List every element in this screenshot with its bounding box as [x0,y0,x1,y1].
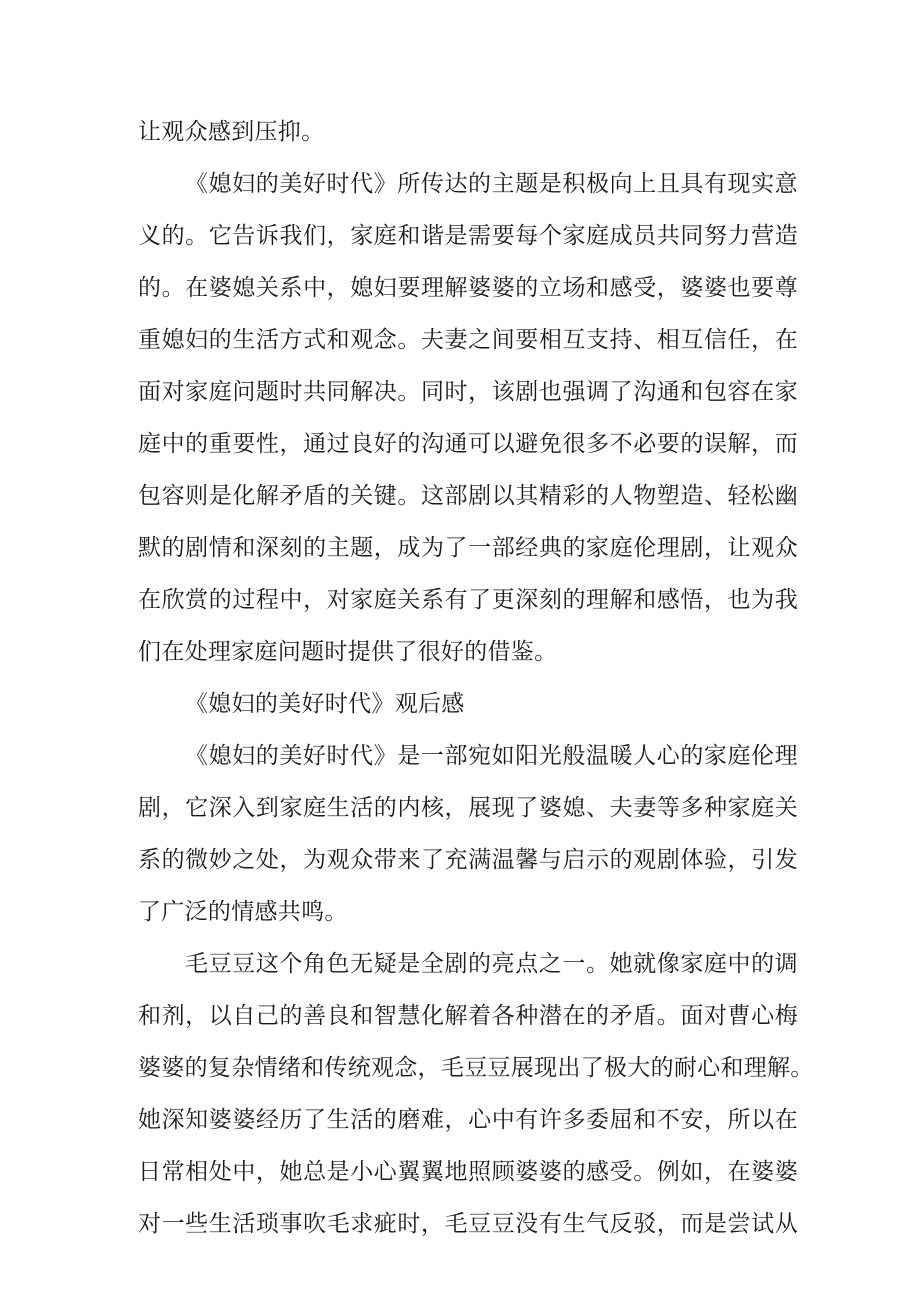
text-line: 剧，它深入到家庭生活的内核，展现了婆媳、夫妻等多种家庭关 [138,795,798,821]
text-line: 义的。它告诉我们，家庭和谐是需要每个家庭成员共同努力营造 [138,223,798,249]
text-line: 婆婆的复杂情绪和传统观念，毛豆豆展现出了极大的耐心和理解。 [138,1055,814,1081]
text-line: 她深知婆婆经历了生活的磨难，心中有许多委屈和不安，所以在 [138,1107,798,1133]
paragraph-start-line: 《媳妇的美好时代》所传达的主题是积极向上且具有现实意 [185,171,798,197]
text-line: 庭中的重要性，通过良好的沟通可以避免很多不必要的误解，而 [138,431,798,457]
text-line: 重媳妇的生活方式和观念。夫妻之间要相互支持、相互信任，在 [138,327,798,353]
text-line: 和剂，以自己的善良和智慧化解着各种潜在的矛盾。面对曹心梅 [138,1003,798,1029]
section-heading: 《媳妇的美好时代》观后感 [185,691,465,717]
text-line: 们在处理家庭问题时提供了很好的借鉴。 [138,639,558,665]
text-line: 包容则是化解矛盾的关键。这部剧以其精彩的人物塑造、轻松幽 [138,483,798,509]
text-line: 日常相处中，她总是小心翼翼地照顾婆婆的感受。例如，在婆婆 [138,1159,798,1185]
paragraph-start-line: 毛豆豆这个角色无疑是全剧的亮点之一。她就像家庭中的调 [185,951,798,977]
text-line: 系的微妙之处，为观众带来了充满温馨与启示的观剧体验，引发 [138,847,798,873]
paragraph-start-line: 《媳妇的美好时代》是一部宛如阳光般温暖人心的家庭伦理 [185,743,798,769]
text-line: 在欣赏的过程中，对家庭关系有了更深刻的理解和感悟，也为我 [138,587,798,613]
text-line: 了广泛的情感共鸣。 [138,899,348,925]
text-line: 默的剧情和深刻的主题，成为了一部经典的家庭伦理剧，让观众 [138,535,798,561]
text-line: 的。在婆媳关系中，媳妇要理解婆婆的立场和感受，婆婆也要尊 [138,275,798,301]
text-line: 让观众感到压抑。 [138,119,325,145]
text-line: 面对家庭问题时共同解决。同时，该剧也强调了沟通和包容在家 [138,379,798,405]
text-line: 对一些生活琐事吹毛求疵时，毛豆豆没有生气反驳，而是尝试从 [138,1211,798,1237]
